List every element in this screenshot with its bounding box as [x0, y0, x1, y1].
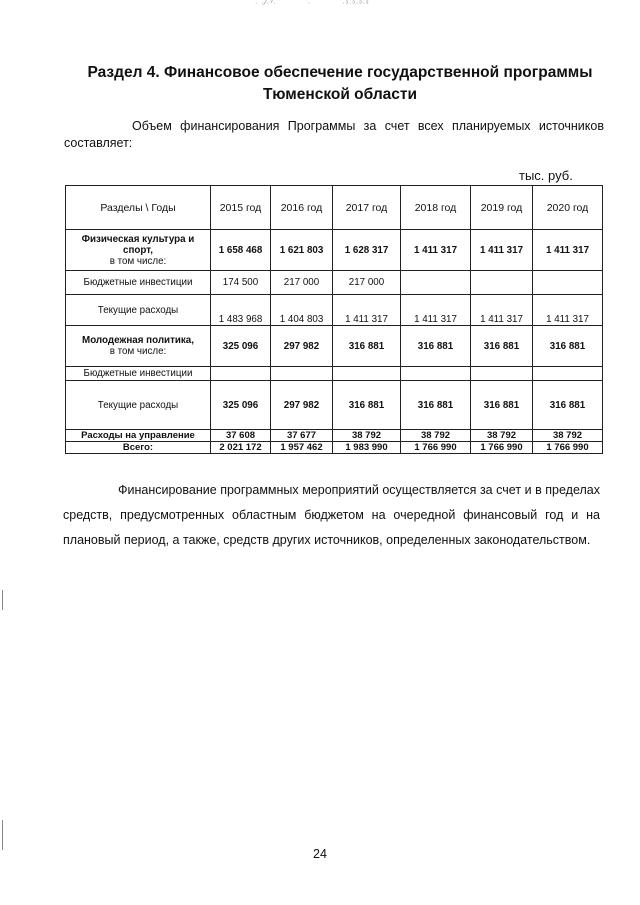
- table-cell: 325 096: [211, 381, 271, 430]
- table-cell: 1 766 990: [471, 442, 533, 454]
- table-cell: 1 658 468: [211, 230, 271, 271]
- intro-paragraph: Объем финансирования Программы за счет всех планируемых источников составляет:: [64, 119, 604, 150]
- scan-mark: · ·⁄·ˀ·: [255, 0, 277, 7]
- financing-table: [65, 185, 603, 454]
- table-cell: 297 982: [271, 381, 333, 430]
- table-cell: 174 500: [211, 271, 271, 295]
- table-cell: 1 411 317: [401, 295, 471, 326]
- table-cell: 38 792: [471, 430, 533, 442]
- section-heading: [60, 62, 620, 106]
- table-cell: 1 404 803: [271, 295, 333, 326]
- scan-edge-line: [2, 590, 3, 610]
- table-row: [66, 367, 603, 381]
- table-cell: 1 621 803: [271, 230, 333, 271]
- table-cell: 38 792: [533, 430, 603, 442]
- table-cell: 1 628 317: [333, 230, 401, 271]
- scan-edge-line: [2, 820, 3, 850]
- page-number: 24: [313, 847, 327, 861]
- scan-marks: [255, 0, 397, 7]
- header-year: 2016 год: [271, 186, 333, 230]
- row-label: Бюджетные инвестиции: [66, 271, 211, 295]
- table-row: [66, 381, 603, 430]
- row-label: Бюджетные инвестиции: [66, 367, 211, 381]
- table-cell: 316 881: [401, 326, 471, 367]
- header-year: 2020 год: [533, 186, 603, 230]
- scan-mark: ·ᵓ·ᵓ·ᵓ·ᵓ: [342, 0, 370, 7]
- row-label: Текущие расходы: [66, 381, 211, 430]
- unit-label: тыс. руб.: [519, 168, 573, 183]
- table-cell: 1 983 990: [333, 442, 401, 454]
- table-cell: 1 483 968: [211, 295, 271, 326]
- table-cell: 1 411 317: [471, 230, 533, 271]
- row-label: Всего:: [66, 442, 211, 454]
- table-cell: 316 881: [533, 381, 603, 430]
- table-cell: 217 000: [333, 271, 401, 295]
- table-header-row: [66, 186, 603, 230]
- table-cell: [533, 271, 603, 295]
- table-cell: 37 677: [271, 430, 333, 442]
- row-label: Текущие расходы: [66, 295, 211, 326]
- table-row: [66, 230, 603, 271]
- table-cell: [471, 271, 533, 295]
- row-label: Расходы на управление: [66, 430, 211, 442]
- table-cell: 1 411 317: [533, 230, 603, 271]
- table-cell: [333, 367, 401, 381]
- row-label-sub: в том числе:: [109, 346, 167, 357]
- table-cell: 1 411 317: [401, 230, 471, 271]
- table-row: [66, 295, 603, 326]
- table-cell: 316 881: [333, 381, 401, 430]
- table-cell: 297 982: [271, 326, 333, 367]
- row-label: [66, 326, 211, 367]
- table-cell: 325 096: [211, 326, 271, 367]
- table-cell: 1 411 317: [471, 295, 533, 326]
- row-label-main: Молодежная политика,: [82, 335, 194, 346]
- table-cell: [533, 367, 603, 381]
- table-cell: 1 411 317: [533, 295, 603, 326]
- table-cell: 1 766 990: [533, 442, 603, 454]
- table-cell: 316 881: [401, 381, 471, 430]
- table-cell: 316 881: [533, 326, 603, 367]
- row-label-main: Физическая культура и спорт,: [81, 233, 195, 256]
- table-cell: 38 792: [401, 430, 471, 442]
- table-cell: [211, 367, 271, 381]
- table-cell: 2 021 172: [211, 442, 271, 454]
- table-cell: [271, 367, 333, 381]
- table-row: [66, 430, 603, 442]
- table-row: [66, 271, 603, 295]
- header-section: Разделы \ Годы: [66, 186, 211, 230]
- table-cell: 316 881: [471, 326, 533, 367]
- table-row: [66, 326, 603, 367]
- row-label-sub: в том числе:: [109, 255, 167, 267]
- scan-mark: ·: [307, 0, 312, 7]
- table-cell: 37 608: [211, 430, 271, 442]
- heading-line-1: Раздел 4. Финансовое обеспечение государственной программы: [87, 64, 593, 81]
- header-year: 2015 год: [211, 186, 271, 230]
- table-cell: [401, 367, 471, 381]
- table-cell: [401, 271, 471, 295]
- table-cell: 38 792: [333, 430, 401, 442]
- table-cell: [471, 367, 533, 381]
- header-year: 2017 год: [333, 186, 401, 230]
- table-cell: 1 957 462: [271, 442, 333, 454]
- table-cell: 1 766 990: [401, 442, 471, 454]
- table-cell: 1 411 317: [333, 295, 401, 326]
- header-year: 2018 год: [401, 186, 471, 230]
- heading-line-2: Тюменской области: [262, 86, 418, 103]
- table-row-total: [66, 442, 603, 454]
- row-label: [66, 230, 211, 271]
- table-cell: 316 881: [471, 381, 533, 430]
- table-cell: 217 000: [271, 271, 333, 295]
- table-cell: 316 881: [333, 326, 401, 367]
- header-year: 2019 год: [471, 186, 533, 230]
- closing-paragraph: Финансирование программных мероприятий осуществляется за счет и в пределах средств, предусмотренных областным бюджетом на очередной финансовый год и на плановый период, а также, средств других источников, определенных законодательством.: [63, 483, 600, 547]
